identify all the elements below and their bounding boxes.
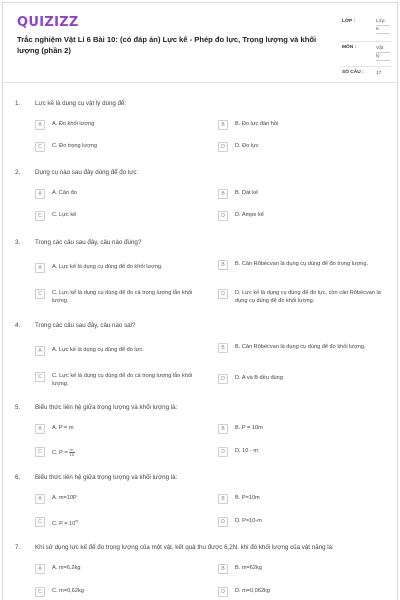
option-letter-box: A (35, 263, 45, 273)
option-letter-box: D (218, 374, 228, 384)
option-text: D. Đo lực (235, 143, 259, 149)
option-letter-box: B (218, 424, 228, 434)
option-text: B. Dát kế (235, 190, 259, 196)
fraction-numerator: m (70, 447, 74, 452)
question-text: Biểu thức liên hệ giữa trọng lượng và khối lượng là: (35, 404, 178, 411)
count-label: SỐ CÂU : (342, 70, 364, 75)
option-text: D. Lực kế là dụng cụ dùng để đo lực, còn cân Rôbécvan là dụng cụ dùng để đo khối lượng. (235, 290, 381, 304)
option-letter-box: C (35, 587, 45, 597)
option-letter-box: C (35, 211, 45, 221)
option-letter-box: B (218, 260, 228, 270)
worksheet-header (3, 3, 397, 83)
option-text: B. m=62kg (235, 565, 262, 571)
option-letter-box: A (35, 120, 45, 130)
option-text-prefix: C. P = 10 (52, 520, 76, 527)
subject-value-line-1: Vật (376, 45, 390, 53)
fraction-denominator: 10 (69, 452, 75, 457)
question-number: 6. (15, 474, 21, 481)
question-text: Lực kế là dụng cụ vật lý dùng để: (35, 100, 127, 107)
class-value (376, 18, 390, 34)
option-letter-box: D (218, 587, 228, 597)
subject-value (376, 45, 390, 61)
question-number: 7. (15, 544, 21, 551)
option-letter-box: D (218, 447, 228, 457)
option-text: C. Lực kế là dụng cụ dùng để đo cả trọng lượng lẫn khối lượng. (52, 290, 193, 304)
option-letter-box: A (35, 564, 45, 574)
option-letter-box: D (218, 211, 228, 221)
option-letter-box: C (35, 447, 45, 457)
question-number: 2. (15, 169, 21, 176)
option-text-prefix: C. P = (52, 449, 68, 456)
option-text: B. Cân Rôbécvan là dụng cụ dùng để đo trọng lượng. (235, 261, 369, 267)
worksheet-page (2, 2, 398, 600)
option-text: A. Lực kế là dụng cụ dùng để đo khối lượng. (52, 264, 163, 270)
class-value-line-2: 6 (376, 26, 390, 34)
option-text: D. 10 - m (235, 448, 259, 454)
question-text: Biểu thức liên hệ giữa trọng lượng và khối lượng là: (35, 474, 178, 481)
count-value: 17 (376, 71, 382, 76)
question-number: 4. (15, 322, 21, 329)
option-letter-box: B (218, 494, 228, 504)
option-text (52, 518, 202, 528)
subject-label: MÔN : (342, 45, 357, 50)
worksheet-title: Trắc nghiệm Vật Lí 6 Bài 10: (có đáp án) Lực kế - Phép đo lực, Trọng lượng và khối lượng (phần 2) (17, 35, 317, 55)
worksheet-meta (340, 15, 392, 81)
option-letter-box: A (35, 189, 45, 199)
option-text: A. m=10P (52, 495, 77, 501)
option-text (52, 448, 202, 457)
option-text: A. m=6,2kg (52, 565, 81, 571)
option-text: B. P = 10m (235, 425, 263, 431)
class-value-line-1: Lớp (376, 18, 390, 26)
question-number: 1. (15, 100, 21, 107)
question-text: Trong các câu sau đây, câu nào đúng? (35, 239, 142, 246)
meta-class-row (340, 15, 392, 42)
option-letter-box: B (218, 120, 228, 130)
option-letter-box: C (35, 289, 45, 299)
option-text: C. Đo trọng lượng (52, 143, 98, 149)
option-text: C. Lực kế (52, 212, 77, 218)
question-number: 5. (15, 404, 21, 411)
question-text: Khi sử dụng lực kế để đo trọng lượng của một vật, kết quả thu được 6,2N. khi đó khối lượng của vật nặng là: (35, 544, 334, 551)
option-letter-box: D (218, 142, 228, 152)
option-letter-box: A (35, 346, 45, 356)
option-text: C. m=0,62kg (52, 588, 84, 594)
meta-subject-row (340, 42, 392, 67)
option-letter-box: D (218, 517, 228, 527)
option-letter-box: B (218, 189, 228, 199)
option-text: A. Đo khối lượng (52, 121, 95, 127)
option-letter-box: B (218, 343, 228, 353)
option-letter-box: C (35, 142, 45, 152)
option-text: A. Cân đo (52, 190, 77, 196)
option-letter-box: B (218, 564, 228, 574)
option-text: A. P = m (52, 425, 74, 431)
subject-value-line-2: lý (376, 53, 390, 61)
option-letter-box: C (35, 517, 45, 527)
question-text: Dụng cụ nào sau đây dùng để đo lực: (35, 169, 139, 176)
meta-count-row (340, 67, 392, 81)
option-text: B. Cân Rôbécvan là dụng cụ dùng để đo khối lượng. (235, 344, 366, 350)
option-text: B. Đo lực đàn hồi (235, 121, 279, 127)
option-letter-box: D (218, 289, 228, 299)
option-text: C. Lực kế là dụng cụ dùng để đo cả trọng lượng lẫn khối lượng. (52, 373, 193, 387)
option-text: D. Ampe kế (235, 212, 264, 218)
option-text: A. Lực kế là dụng cụ dùng để đo lực. (52, 347, 144, 353)
question-number: 3. (15, 239, 21, 246)
option-text: D. P=10-m (235, 518, 262, 524)
question-text: Trong các câu sau đây, câu nào sai? (35, 322, 136, 329)
class-label: LỚP : (342, 19, 356, 24)
option-text: D. m=0,062kg (235, 588, 270, 594)
option-letter-box: A (35, 494, 45, 504)
exponent: m (75, 519, 79, 523)
fraction (69, 448, 74, 457)
quizizz-logo: QUIZIZZ (17, 15, 79, 30)
option-text: D. A và B đều đúng (235, 375, 283, 381)
option-letter-box: A (35, 424, 45, 434)
option-text: B. P=10m (235, 495, 260, 501)
option-letter-box: C (35, 372, 45, 382)
